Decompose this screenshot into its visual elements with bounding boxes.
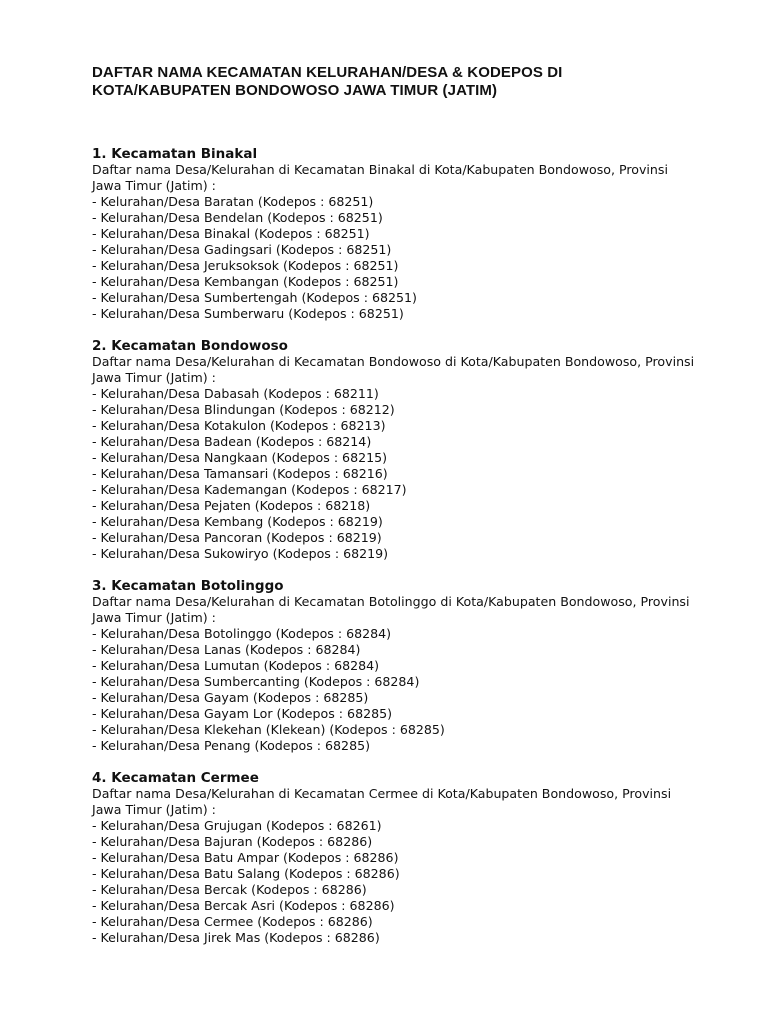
- kelurahan-item: - Kelurahan/Desa Botolinggo (Kodepos : 68284): [92, 626, 392, 641]
- kecamatan-description: Daftar nama Desa/Kelurahan di Kecamatan Botolinggo di Kota/Kabupaten Bondowoso, Provinsi: [92, 594, 690, 609]
- kecamatan-heading: 1. Kecamatan Binakal: [92, 146, 258, 162]
- kelurahan-item: - Kelurahan/Desa Tamansari (Kodepos : 68216): [92, 466, 388, 481]
- kelurahan-item: - Kelurahan/Desa Bercak (Kodepos : 68286): [92, 882, 367, 897]
- kecamatan-section: [92, 770, 732, 946]
- kecamatan-description-cont: Jawa Timur (Jatim) :: [92, 178, 216, 193]
- kecamatan-description-cont: Jawa Timur (Jatim) :: [92, 802, 216, 817]
- kelurahan-item: - Kelurahan/Desa Kembang (Kodepos : 68219): [92, 514, 383, 529]
- kelurahan-list: [92, 194, 732, 322]
- kelurahan-item: - Kelurahan/Desa Penang (Kodepos : 68285): [92, 738, 371, 753]
- kelurahan-item: - Kelurahan/Desa Jirek Mas (Kodepos : 68286): [92, 930, 380, 945]
- kecamatan-description-cont: Jawa Timur (Jatim) :: [92, 610, 216, 625]
- kelurahan-item: - Kelurahan/Desa Pancoran (Kodepos : 68219): [92, 530, 382, 545]
- kelurahan-item: - Kelurahan/Desa Bajuran (Kodepos : 68286): [92, 834, 373, 849]
- kelurahan-item: - Kelurahan/Desa Grujugan (Kodepos : 68261): [92, 818, 382, 833]
- kecamatan-section: [92, 338, 732, 562]
- kelurahan-item: - Kelurahan/Desa Lumutan (Kodepos : 68284): [92, 658, 380, 673]
- kelurahan-item: - Kelurahan/Desa Baratan (Kodepos : 68251): [92, 194, 374, 209]
- document-title: [92, 64, 732, 100]
- kelurahan-item: - Kelurahan/Desa Batu Ampar (Kodepos : 68286): [92, 850, 399, 865]
- kelurahan-item: - Kelurahan/Desa Pejaten (Kodepos : 68218): [92, 498, 371, 513]
- kelurahan-item: - Kelurahan/Desa Blindungan (Kodepos : 68212): [92, 402, 395, 417]
- kecamatan-description: Daftar nama Desa/Kelurahan di Kecamatan Cermee di Kota/Kabupaten Bondowoso, Provinsi: [92, 786, 672, 801]
- kelurahan-item: - Kelurahan/Desa Gadingsari (Kodepos : 68251): [92, 242, 392, 257]
- sections-container: [92, 146, 732, 946]
- kecamatan-description: Daftar nama Desa/Kelurahan di Kecamatan Binakal di Kota/Kabupaten Bondowoso, Provinsi: [92, 162, 668, 177]
- kelurahan-item: - Kelurahan/Desa Sumbercanting (Kodepos : 68284): [92, 674, 420, 689]
- document-title-line-1: DAFTAR NAMA KECAMATAN KELURAHAN/DESA & KODEPOS DI: [92, 64, 563, 81]
- kelurahan-item: - Kelurahan/Desa Cermee (Kodepos : 68286): [92, 914, 373, 929]
- kelurahan-item: - Kelurahan/Desa Gayam (Kodepos : 68285): [92, 690, 369, 705]
- kelurahan-item: - Kelurahan/Desa Kembangan (Kodepos : 68251): [92, 274, 399, 289]
- kelurahan-item: - Kelurahan/Desa Klekehan (Klekean) (Kodepos : 68285): [92, 722, 445, 737]
- kelurahan-item: - Kelurahan/Desa Nangkaan (Kodepos : 68215): [92, 450, 388, 465]
- kelurahan-list: [92, 386, 732, 562]
- kelurahan-item: - Kelurahan/Desa Bercak Asri (Kodepos : 68286): [92, 898, 395, 913]
- kelurahan-item: - Kelurahan/Desa Sukowiryo (Kodepos : 68219): [92, 546, 389, 561]
- kelurahan-item: - Kelurahan/Desa Sumbertengah (Kodepos : 68251): [92, 290, 417, 305]
- kelurahan-list: [92, 626, 732, 754]
- document-title-line-2: KOTA/KABUPATEN BONDOWOSO JAWA TIMUR (JATIM): [92, 82, 498, 99]
- kelurahan-item: - Kelurahan/Desa Sumberwaru (Kodepos : 68251): [92, 306, 404, 321]
- kecamatan-heading: 3. Kecamatan Botolinggo: [92, 578, 284, 594]
- kelurahan-item: - Kelurahan/Desa Batu Salang (Kodepos : 68286): [92, 866, 400, 881]
- kecamatan-section: [92, 146, 732, 322]
- kecamatan-heading: 2. Kecamatan Bondowoso: [92, 338, 288, 354]
- kecamatan-heading: 4. Kecamatan Cermee: [92, 770, 259, 786]
- kecamatan-description-cont: Jawa Timur (Jatim) :: [92, 370, 216, 385]
- kelurahan-item: - Kelurahan/Desa Jeruksoksok (Kodepos : 68251): [92, 258, 399, 273]
- kelurahan-list: [92, 818, 732, 946]
- kelurahan-item: - Kelurahan/Desa Kotakulon (Kodepos : 68213): [92, 418, 386, 433]
- kelurahan-item: - Kelurahan/Desa Gayam Lor (Kodepos : 68285): [92, 706, 393, 721]
- kelurahan-item: - Kelurahan/Desa Kademangan (Kodepos : 68217): [92, 482, 407, 497]
- kecamatan-section: [92, 578, 732, 754]
- kelurahan-item: - Kelurahan/Desa Binakal (Kodepos : 68251): [92, 226, 370, 241]
- kelurahan-item: - Kelurahan/Desa Bendelan (Kodepos : 68251): [92, 210, 383, 225]
- kelurahan-item: - Kelurahan/Desa Badean (Kodepos : 68214): [92, 434, 372, 449]
- kelurahan-item: - Kelurahan/Desa Lanas (Kodepos : 68284): [92, 642, 361, 657]
- kelurahan-item: - Kelurahan/Desa Dabasah (Kodepos : 68211): [92, 386, 379, 401]
- document-page: [92, 64, 732, 962]
- kecamatan-description: Daftar nama Desa/Kelurahan di Kecamatan Bondowoso di Kota/Kabupaten Bondowoso, Provinsi: [92, 354, 695, 369]
